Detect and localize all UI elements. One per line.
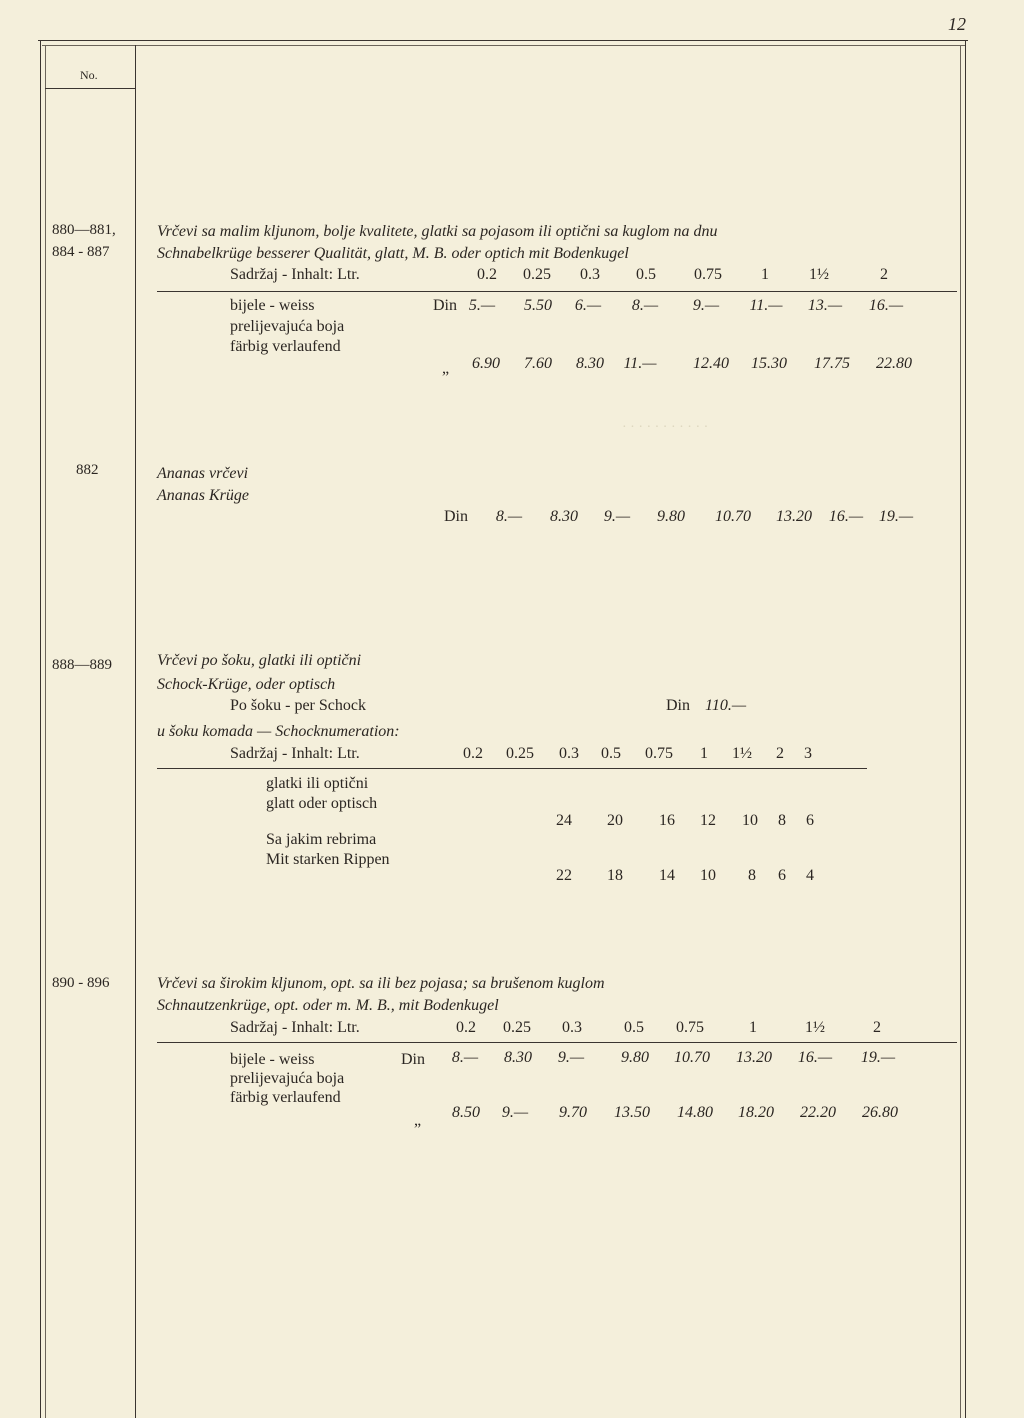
price-cell: 8.50 [452,1104,480,1121]
title-german: Schnautzenkrüge, opt. oder m. M. B., mit Bodenkugel [157,997,499,1014]
currency: Din [433,297,457,314]
size-cell: 2 [776,745,784,762]
count-cell: 6 [778,867,786,884]
size-cell: 0.5 [636,266,656,283]
title-croatian: Vrčevi po šoku, glatki ili optični [157,652,362,669]
price-cell: 5.— [468,297,496,314]
currency: „ [414,1112,422,1129]
price-cell: 9.— [501,1104,529,1121]
price-cell: 9.70 [559,1104,587,1121]
count-cell: 20 [607,812,623,829]
price-cell: 13.— [807,297,843,314]
title-german: Schnabelkrüge besserer Qualität, glatt, M. B. oder optich mit Bodenkugel [157,245,629,262]
price-cell: 9.— [603,508,631,525]
frame-left-rule-inner [45,45,46,1418]
row-label: prelijevajuća boja [230,1070,345,1087]
count-cell: 8 [778,812,786,829]
currency: Din [401,1051,425,1068]
size-cell: 2 [873,1019,881,1036]
title-german: Schock-Krüge, oder optisch [157,676,336,693]
price-cell: 5.50 [524,297,552,314]
frame-right-rule [965,40,966,1418]
per-schock-label: Po šoku - per Schock [230,697,366,714]
capacity-label: Sadržaj - Inhalt: Ltr. [230,1019,360,1036]
page-number: 12 [948,14,966,34]
size-cell: 0.5 [624,1019,644,1036]
title-german: Ananas Krüge [157,487,249,504]
size-cell: 1½ [809,266,829,283]
size-cell: 1 [761,266,769,283]
row-label: glatt oder optisch [266,795,378,812]
title-croatian: Ananas vrčevi [157,465,249,482]
price-cell: 8.30 [504,1049,532,1066]
currency: Din [444,508,468,525]
price-cell: 9.80 [621,1049,649,1066]
capacity-label: Sadržaj - Inhalt: Ltr. [230,745,360,762]
count-cell: 6 [806,812,814,829]
per-schock-price: 110.— [705,697,747,714]
count-cell: 10 [742,812,758,829]
row-label: färbig verlaufend [230,1089,341,1106]
size-cell: 0.5 [601,745,621,762]
price-cell: 26.80 [862,1104,898,1121]
capacity-label: Sadržaj - Inhalt: Ltr. [230,266,360,283]
price-cell: 11.— [749,297,783,314]
size-cell: 0.75 [645,745,673,762]
price-cell: 16.— [828,508,864,525]
bleed-through: · · · · · · · · · · · [622,420,709,435]
count-cell: 16 [659,812,675,829]
frame-left-rule [40,40,41,1418]
row-label: Sa jakim rebrima [266,831,377,848]
item-number: 884 - 887 [52,244,110,260]
size-cell: 1 [700,745,708,762]
size-cell: 0.3 [559,745,579,762]
price-cell: 13.20 [776,508,812,525]
price-cell: 10.70 [715,508,751,525]
count-cell: 8 [748,867,756,884]
price-cell: 6.— [574,297,602,314]
size-cell: 2 [880,266,888,283]
price-cell: 17.75 [814,355,850,372]
header-underline [45,88,135,89]
price-cell: 8.— [495,508,523,525]
currency: Din [666,697,690,714]
size-cell: 0.2 [477,266,497,283]
price-cell: 8.— [451,1049,479,1066]
price-cell: 9.— [692,297,720,314]
size-cell: 0.3 [562,1019,582,1036]
price-cell: 22.20 [800,1104,836,1121]
table-rule [157,1042,957,1043]
size-cell: 0.75 [676,1019,704,1036]
size-cell: 3 [804,745,812,762]
table-rule [157,291,957,292]
price-cell: 6.90 [472,355,500,372]
count-cell: 4 [806,867,814,884]
row-label: glatki ili optični [266,775,369,792]
item-number: 888—889 [52,657,112,673]
count-cell: 12 [700,812,716,829]
table-rule [157,768,867,769]
number-column-divider [135,45,136,1418]
frame-top-rule [38,40,968,41]
price-cell: 8.30 [550,508,578,525]
frame-right-rule-inner [960,45,961,1418]
count-cell: 14 [659,867,675,884]
item-number: 880—881, [52,222,116,238]
price-cell: 13.20 [736,1049,772,1066]
size-cell: 1½ [805,1019,825,1036]
price-cell: 8.30 [576,355,604,372]
row-label: prelijevajuća boja [230,318,345,335]
price-cell: 11.— [623,355,657,372]
size-cell: 0.3 [580,266,600,283]
row-label: bijele - weiss [230,297,315,314]
price-cell: 9.— [557,1049,585,1066]
price-cell: 9.80 [657,508,685,525]
count-cell: 18 [607,867,623,884]
numeration-label: u šoku komada — Schocknumeration: [157,723,400,740]
count-cell: 24 [556,812,572,829]
price-cell: 7.60 [524,355,552,372]
price-cell: 18.20 [738,1104,774,1121]
row-label: bijele - weiss [230,1051,315,1068]
size-cell: 1½ [732,745,752,762]
price-cell: 12.40 [693,355,729,372]
size-cell: 0.25 [506,745,534,762]
size-cell: 0.2 [456,1019,476,1036]
price-cell: 10.70 [674,1049,710,1066]
price-cell: 16.— [797,1049,833,1066]
title-croatian: Vrčevi sa širokim kljunom, opt. sa ili bez pojasa; sa brušenom kuglom [157,975,605,992]
size-cell: 0.2 [463,745,483,762]
price-cell: 19.— [860,1049,896,1066]
item-number: 890 - 896 [52,975,110,991]
row-label: Mit starken Rippen [266,851,390,868]
price-cell: 19.— [878,508,914,525]
price-cell: 16.— [868,297,904,314]
size-cell: 1 [749,1019,757,1036]
column-header-no: No. [80,68,98,82]
price-cell: 8.— [631,297,659,314]
price-cell: 22.80 [876,355,912,372]
size-cell: 0.25 [523,266,551,283]
size-cell: 0.75 [694,266,722,283]
size-cell: 0.25 [503,1019,531,1036]
frame-top-rule-inner [42,45,966,46]
count-cell: 10 [700,867,716,884]
currency: „ [442,360,450,377]
price-cell: 14.80 [677,1104,713,1121]
title-croatian: Vrčevi sa malim kljunom, bolje kvalitete, glatki sa pojasom ili optični sa kuglom na dnu [157,223,718,240]
price-cell: 13.50 [614,1104,650,1121]
price-cell: 15.30 [751,355,787,372]
item-number: 882 [76,462,99,478]
count-cell: 22 [556,867,572,884]
row-label: färbig verlaufend [230,338,341,355]
